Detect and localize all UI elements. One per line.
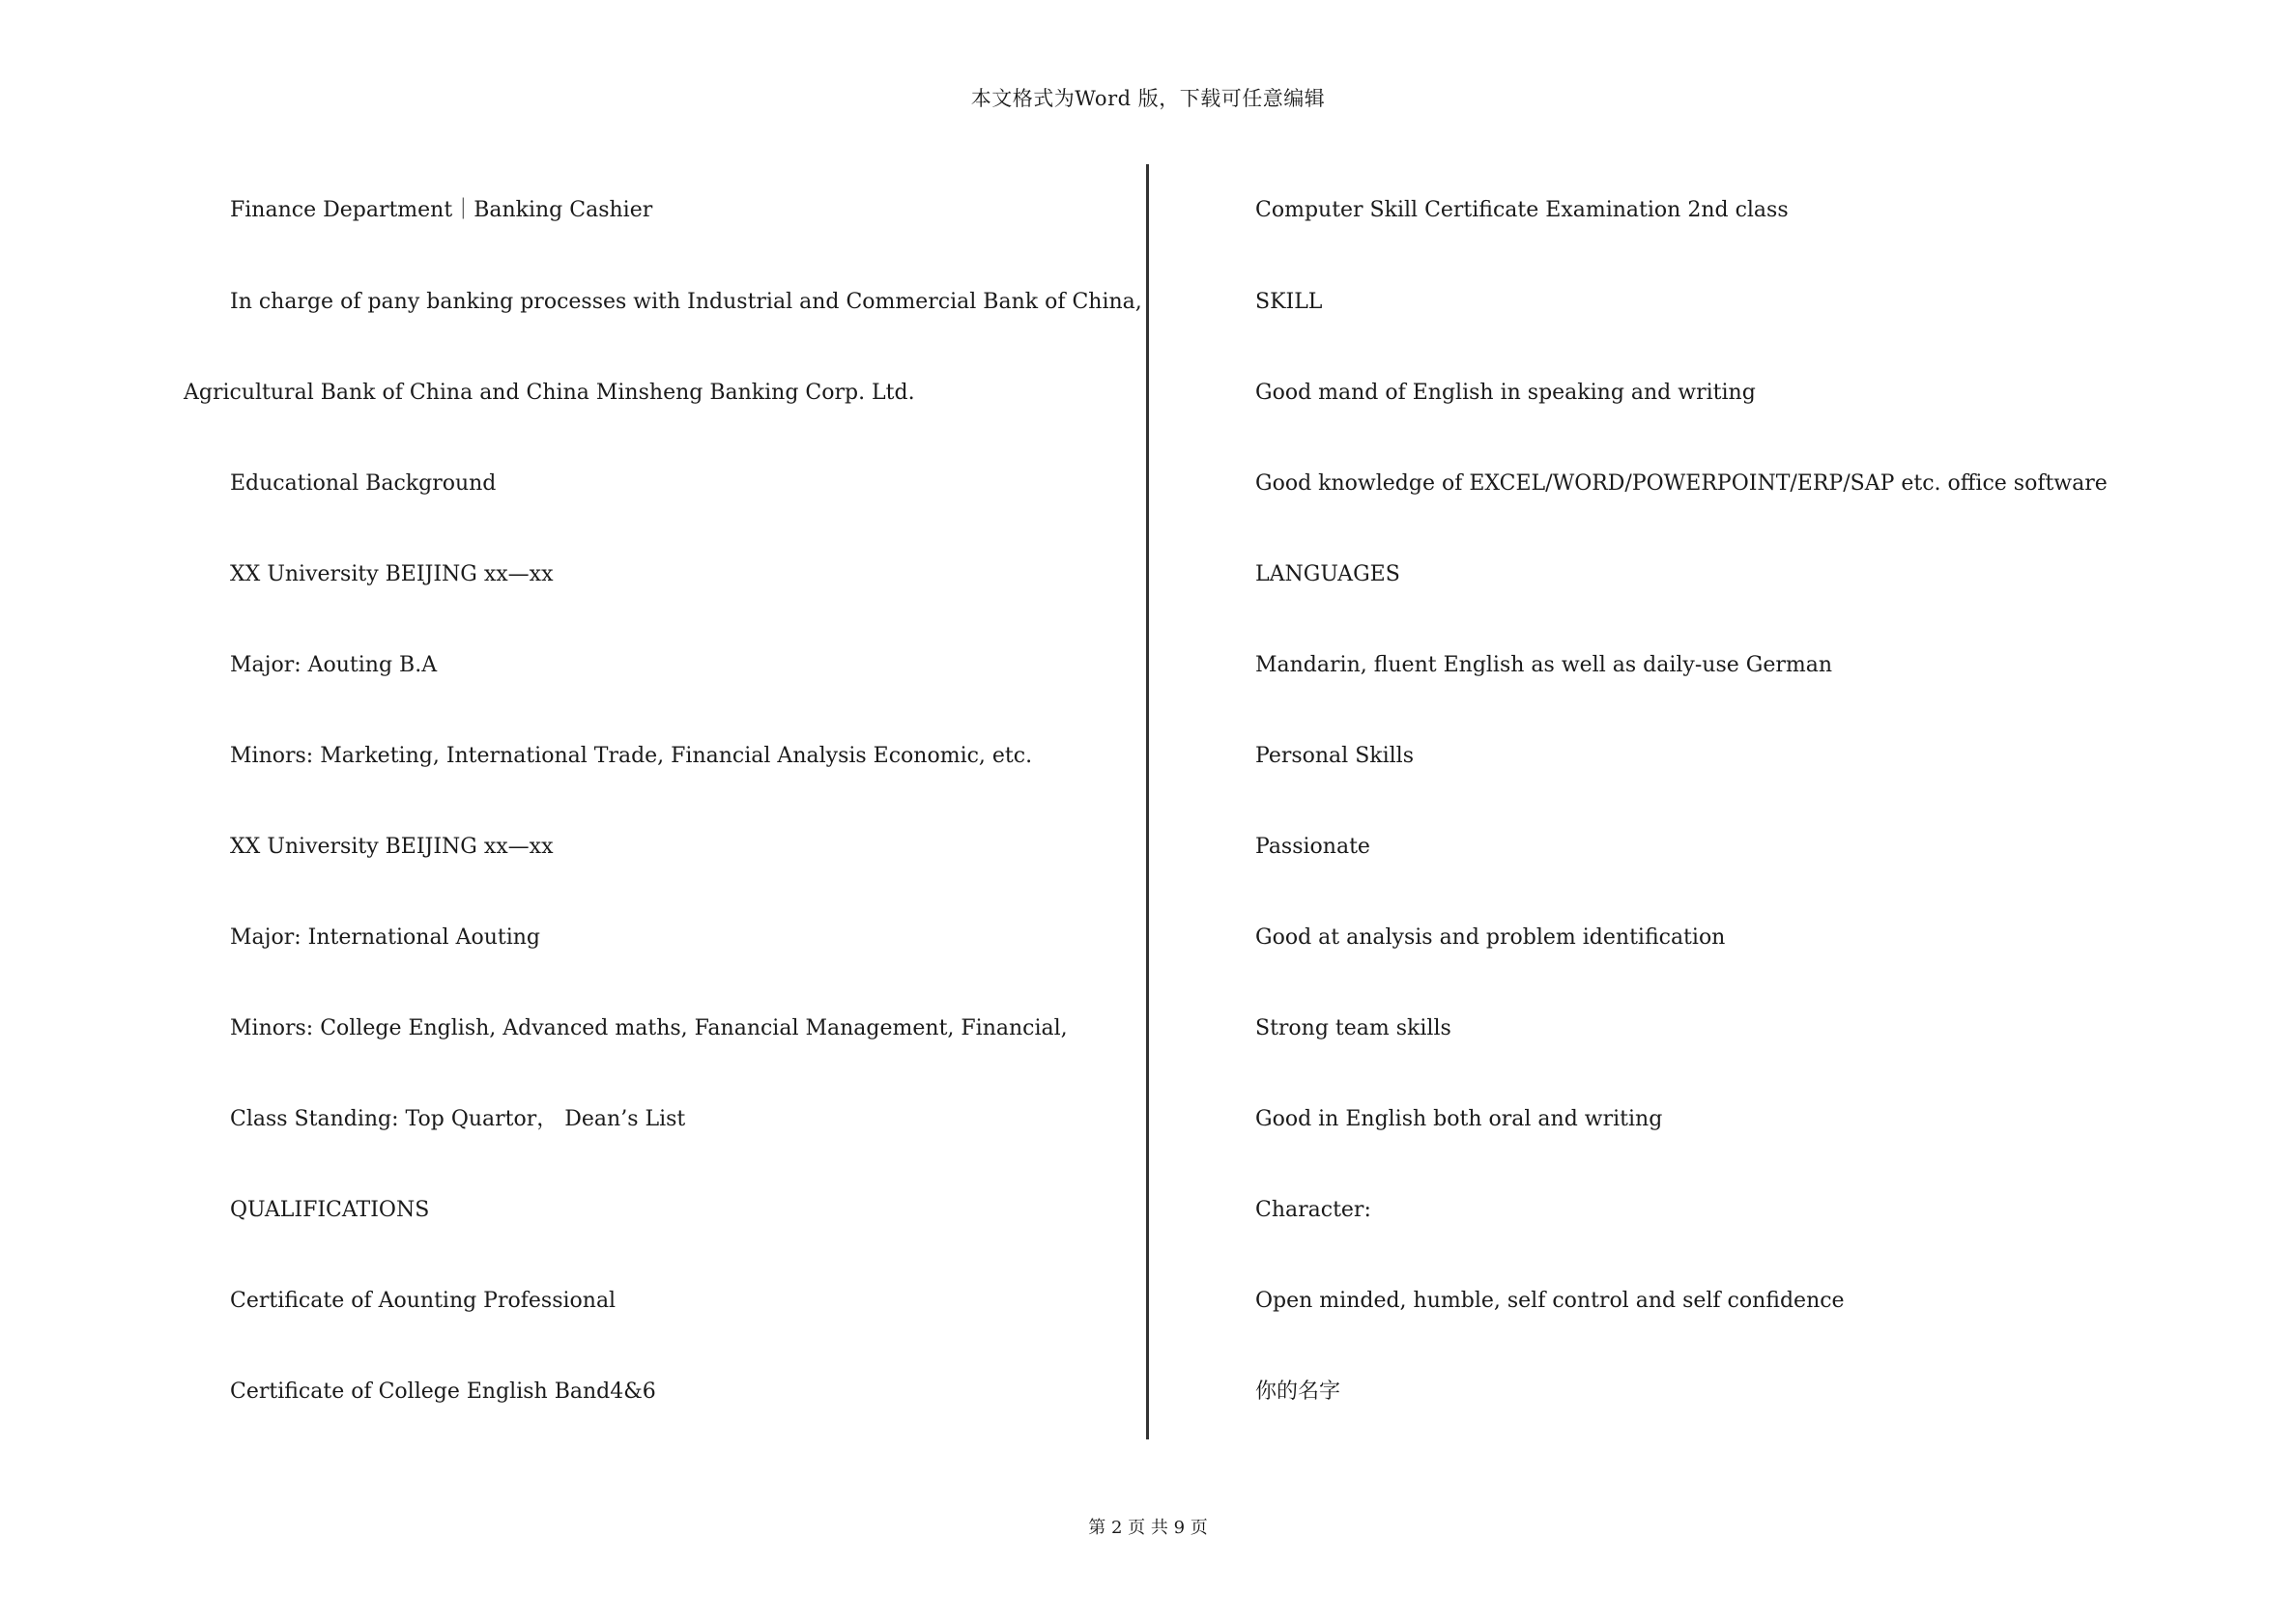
text-line: Good mand of English in speaking and writing [1255,381,1756,405]
text-line: Open minded, humble, self control and self confidence [1255,1289,1845,1313]
page-footer: 第 2 页 共 9 页 [1088,1518,1208,1538]
section-heading: Character: [1255,1198,1371,1222]
section-heading: Personal Skills [1255,744,1415,768]
section-heading: Educational Background [230,471,497,496]
text-line: Passionate [1255,835,1370,859]
text-line: Minors: Marketing, International Trade, Financial Analysis Economic, etc. [230,744,1033,768]
text-line: Good knowledge of EXCEL/WORD/POWERPOINT/ERP/SAP etc. office software [1255,471,2108,496]
text-line: Class Standing: Top Quartor， Dean’s List [230,1107,686,1131]
text-line: Minors: College English, Advanced maths, Fanancial Management, Financial, [230,1016,1068,1040]
text-line: Finance Department｜Banking Cashier [230,198,653,222]
column-divider [1146,164,1149,1439]
name-line: 你的名字 [1255,1380,1341,1404]
text-line: Certificate of College English Band4&6 [230,1380,656,1404]
text-line: Certificate of Aounting Professional [230,1289,617,1313]
section-heading: LANGUAGES [1255,562,1400,586]
text-line: Computer Skill Certificate Examination 2nd class [1255,198,1789,222]
text-line: In charge of pany banking processes with Industrial and Commercial Bank of China, [230,290,1142,314]
text-line: Mandarin, fluent English as well as daily-use German [1255,653,1832,677]
text-line: Agricultural Bank of China and China Minsheng Banking Corp. Ltd. [184,381,915,405]
section-heading: SKILL [1255,290,1323,314]
text-line: XX University BEIJING xx—xx [230,562,554,586]
text-line: Major: Aouting B.A [230,653,438,677]
text-line: Strong team skills [1255,1016,1451,1040]
text-line: Good at analysis and problem identification [1255,925,1726,950]
text-line: Major: International Aouting [230,925,541,950]
text-line: Good in English both oral and writing [1255,1107,1663,1131]
section-heading: QUALIFICATIONS [230,1198,430,1222]
page-header: 本文格式为Word 版，下载可任意编辑 [970,87,1326,110]
text-line: XX University BEIJING xx—xx [230,835,554,859]
